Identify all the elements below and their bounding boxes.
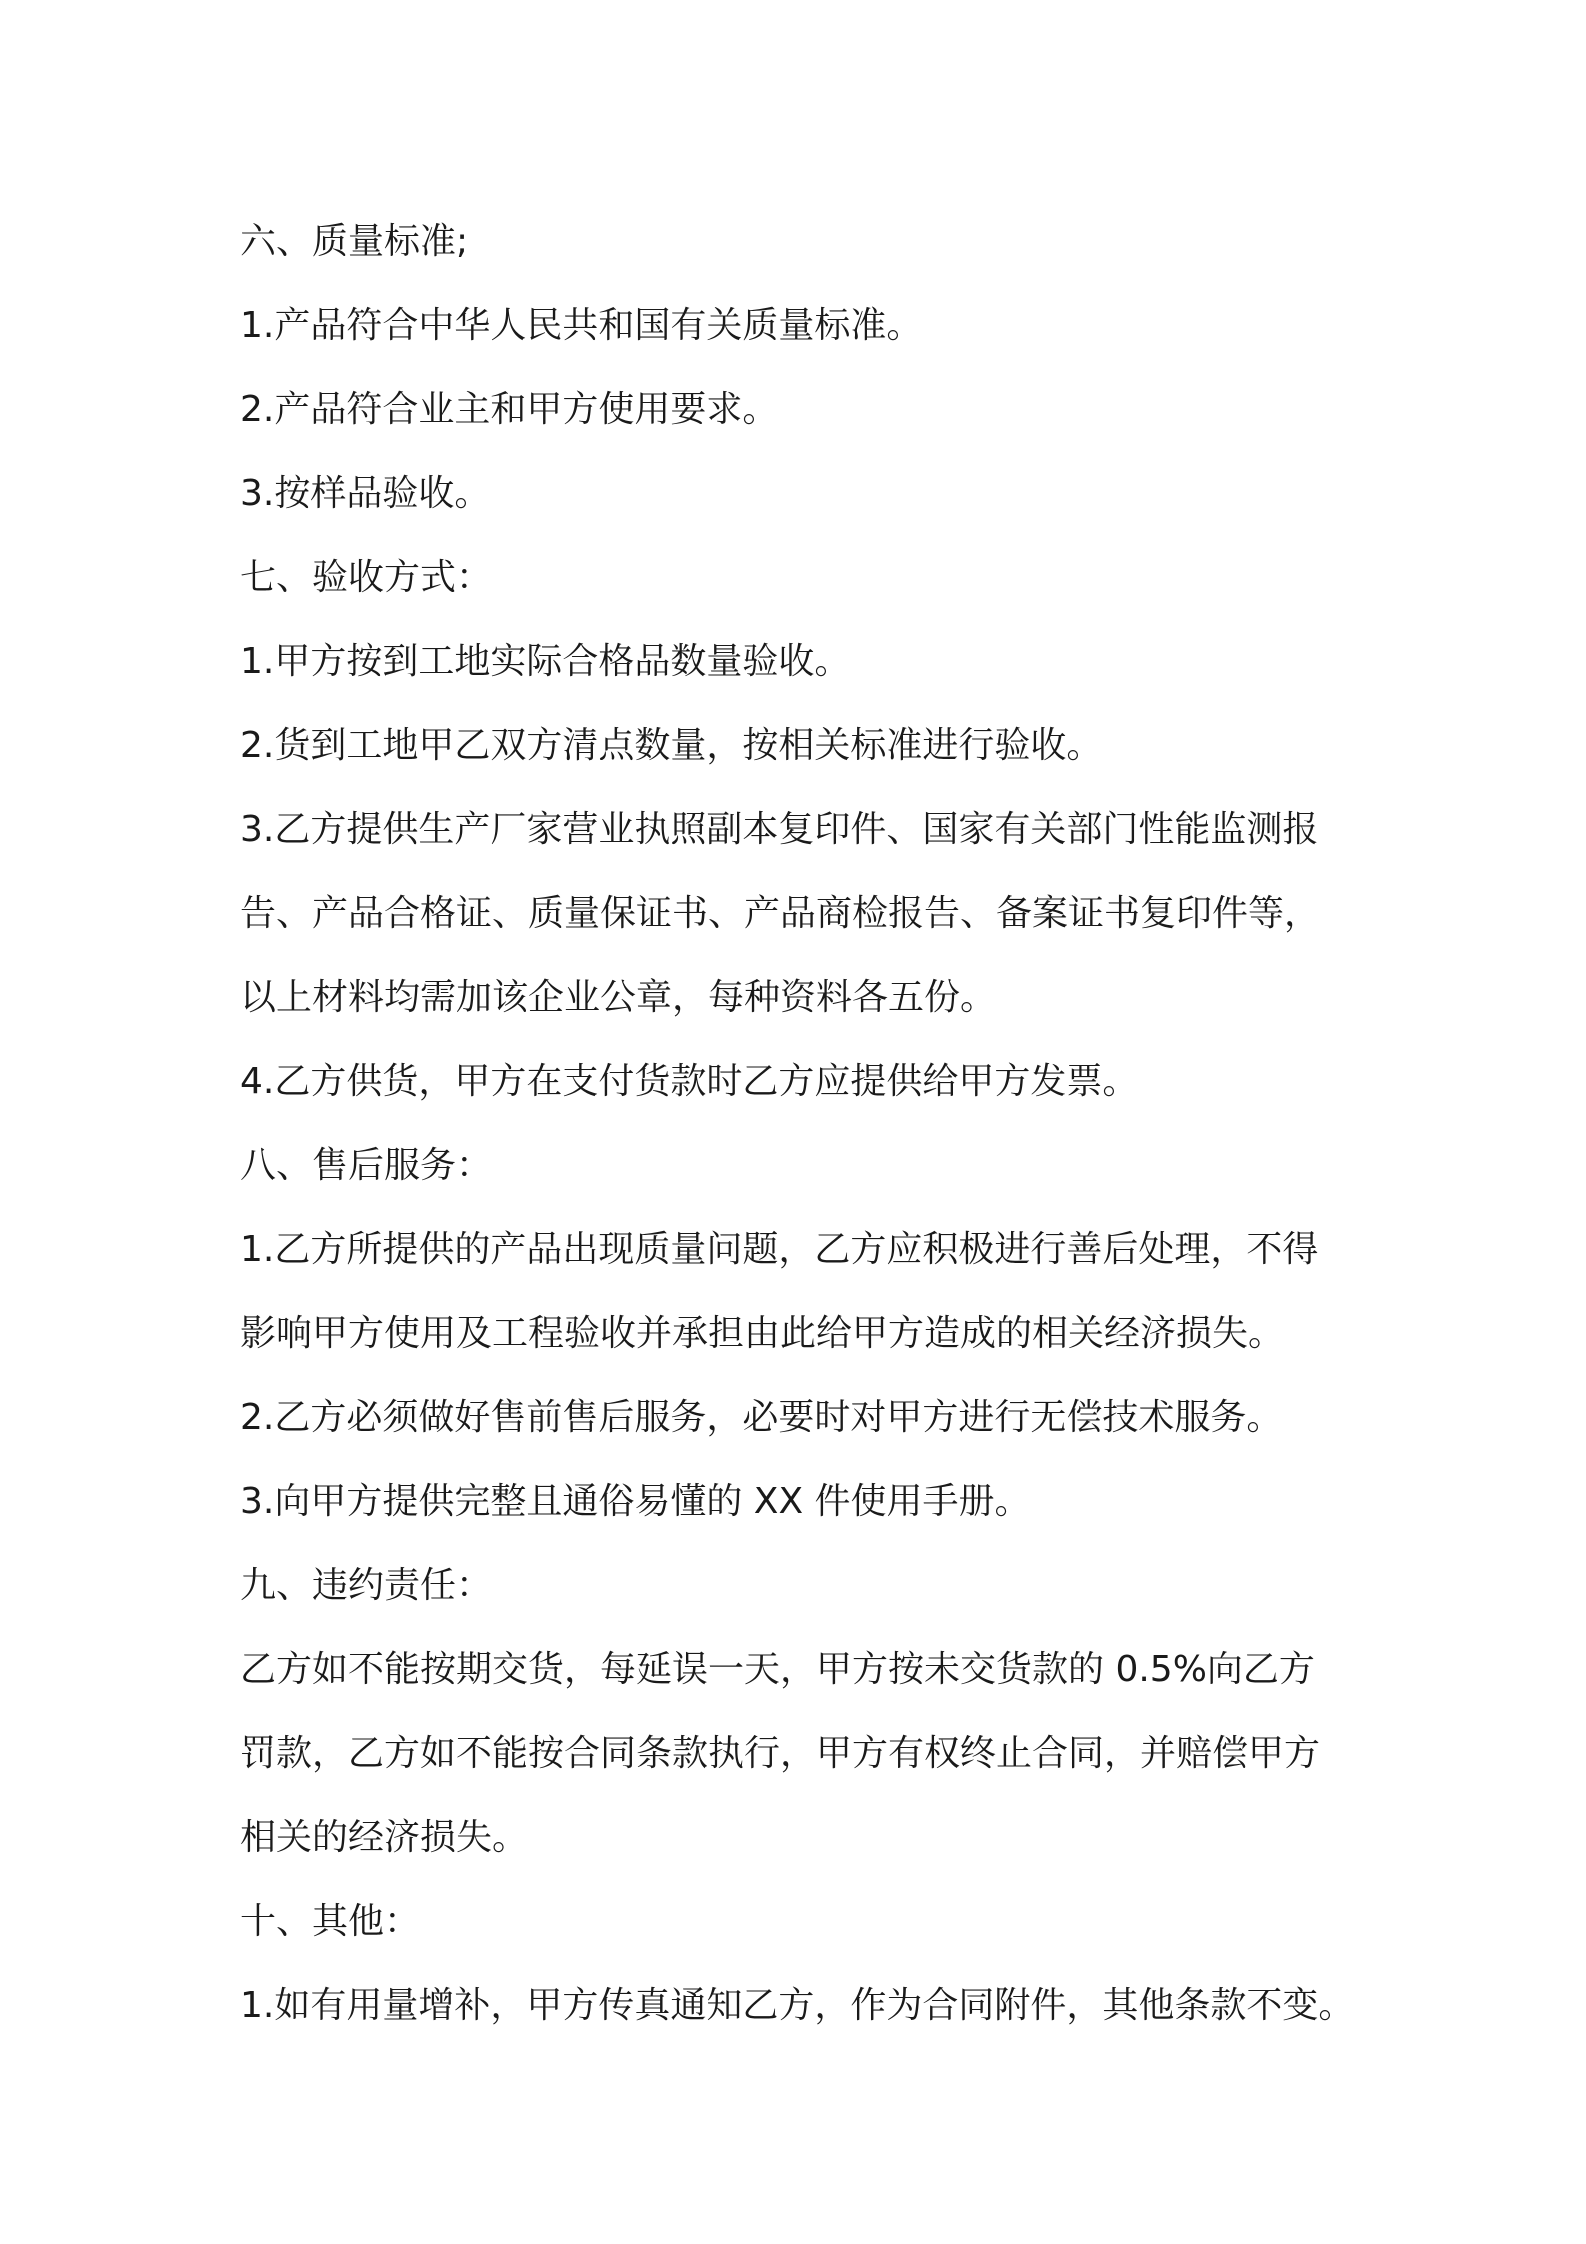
section-heading-quality-standard: 六、质量标准; (240, 221, 469, 262)
text-line: 3.按样品验收。 (240, 473, 491, 514)
clause-after-sales-2 (240, 1376, 1360, 1460)
clause-quality-2 (240, 368, 1360, 452)
clause-quality-3 (240, 452, 1360, 536)
text-line: 1.乙方所提供的产品出现质量问题，乙方应积极进行善后处理，不得 (240, 1229, 1319, 1270)
clause-acceptance-2 (240, 704, 1360, 788)
clause-acceptance-3 (240, 788, 1360, 1040)
document-body (240, 200, 1360, 2048)
text-line: 2.乙方必须做好售前售后服务，必要时对甲方进行无偿技术服务。 (240, 1397, 1283, 1438)
text-line: 以上材料均需加该企业公章，每种资料各五份。 (240, 977, 997, 1018)
clause-after-sales-1 (240, 1208, 1360, 1376)
text-line: 1.甲方按到工地实际合格品数量验收。 (240, 641, 851, 682)
section-heading-other: 十、其他： (240, 1901, 421, 1942)
section-heading-after-sales: 八、售后服务： (240, 1145, 493, 1186)
text-line: 4.乙方供货，甲方在支付货款时乙方应提供给甲方发票。 (240, 1061, 1139, 1102)
text-line: 2.货到工地甲乙双方清点数量，按相关标准进行验收。 (240, 725, 1103, 766)
text-line: 影响甲方使用及工程验收并承担由此给甲方造成的相关经济损失。 (240, 1313, 1285, 1354)
text-line: 3.向甲方提供完整且通俗易懂的 XX 件使用手册。 (240, 1481, 1031, 1522)
text-line: 1.如有用量增补，甲方传真通知乙方，作为合同附件，其他条款不变。 (240, 1985, 1355, 2026)
clause-other-1 (240, 1964, 1360, 2048)
text-line: 3.乙方提供生产厂家营业执照副本复印件、国家有关部门性能监测报 (240, 809, 1319, 850)
section-heading-acceptance-method: 七、验收方式： (240, 557, 493, 598)
clause-acceptance-4 (240, 1040, 1360, 1124)
text-line: 乙方如不能按期交货，每延误一天，甲方按未交货款的 0.5%向乙方 (240, 1649, 1315, 1690)
text-line: 相关的经济损失。 (240, 1817, 529, 1858)
text-line: 2.产品符合业主和甲方使用要求。 (240, 389, 779, 430)
text-line: 1.产品符合中华人民共和国有关质量标准。 (240, 305, 923, 346)
clause-acceptance-1 (240, 620, 1360, 704)
clause-breach-1 (240, 1628, 1360, 1880)
section-heading-breach-liability: 九、违约责任： (240, 1565, 493, 1606)
clause-quality-1 (240, 284, 1360, 368)
text-line: 罚款，乙方如不能按合同条款执行，甲方有权终止合同，并赔偿甲方 (240, 1733, 1321, 1774)
text-line: 告、产品合格证、质量保证书、产品商检报告、备案证书复印件等， (240, 893, 1321, 934)
clause-after-sales-3 (240, 1460, 1360, 1544)
